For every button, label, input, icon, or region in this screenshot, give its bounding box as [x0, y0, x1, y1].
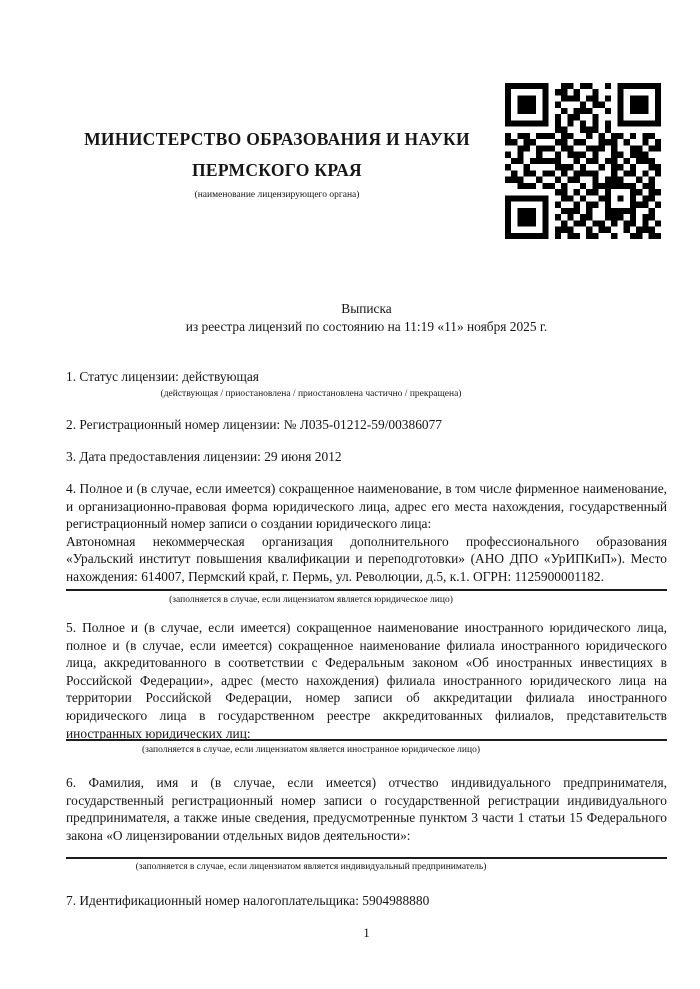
page-number: 1	[363, 925, 370, 940]
ministry-name-line1: МИНИСТЕРСТВО ОБРАЗОВАНИЯ И НАУКИ	[84, 129, 470, 149]
extract-subtitle: из реестра лицензий по состоянию на 11:19 «11» ноября 2025 г.	[185, 319, 548, 334]
legal-entity-intro: 4. Полное и (в случае, если имеется) сокращенное наименование, в том числе фирменное наименование, и организационно-правовая форма юридического лица, адрес его места нахождения, государственный регистрационный номер записи о создании юридического лица:	[66, 481, 667, 532]
qr-code-box	[505, 83, 661, 239]
foreign-entity-section: 5. Полное и (в случае, если имеется) сокращенное наименование иностранного юридического лица, полное и (в случае, если имеется) сокращенное наименование филиала иностранного юридического лица, аккредитованного в соответствии с Федеральным законом «Об иностранных инвестициях в Российской Федерации», адрес (место нахождения) филиала иностранного юридического лица на территории Российской Федерации, номер записи об аккредитации филиала иностранного юридического лица в государственном реестре аккредитованных филиалов, представительств иностранных юридических лиц:	[66, 620, 667, 741]
separator-rule-entrepreneur	[66, 857, 667, 859]
taxpayer-id-line: 7. Идентификационный номер налогоплательщика: 5904988880	[66, 893, 430, 908]
grant-date-line: 3. Дата предоставления лицензии: 29 июня 2012	[66, 449, 342, 464]
legal-entity-note: (заполняется в случае, если лицензиатом является юридическое лицо)	[169, 595, 453, 605]
foreign-entity-note: (заполняется в случае, если лицензиатом является иностранное юридическое лицо)	[142, 745, 480, 755]
ministry-note: (наименование лицензирующего органа)	[194, 190, 360, 200]
entrepreneur-section: 6. Фамилия, имя и (в случае, если имеется) отчество индивидуального предпринимателя, государственный регистрационный номер записи о государственной регистрации индивидуального предпринимателя, а также иные сведения, предусмотренные пунктом 3 части 1 статьи 15 Федерального закона «О лицензировании отдельных видов деятельности»:	[66, 775, 667, 843]
entrepreneur-note: (заполняется в случае, если лицензиатом является индивидуальный предприниматель)	[135, 862, 487, 872]
qr-code	[505, 83, 661, 239]
status-options-note: (действующая / приостановлена / приостановлена частично / прекращена)	[160, 389, 462, 399]
legal-entity-section	[66, 480, 667, 586]
legal-entity-details: Автономная некоммерческая организация дополнительного профессионального образования «Уральский институт повышения квалификации и переподготовки» (АНО ДПО «УрИПКиП»). Место нахождения: 614007, Пермский край, г. Пермь, ул. Революции, д.5, к.1. ОГРН: 1125900001182.	[66, 533, 667, 584]
separator-rule-foreign-entity	[66, 739, 667, 741]
ministry-name-line2: ПЕРМСКОГО КРАЯ	[192, 160, 362, 180]
extract-title-block	[66, 300, 667, 336]
licensing-authority-header	[66, 124, 488, 201]
extract-title: Выписка	[341, 301, 392, 316]
license-status-line: 1. Статус лицензии: действующая	[66, 369, 259, 384]
separator-rule-legal-entity	[66, 589, 667, 591]
registration-number-line: 2. Регистрационный номер лицензии: № Л035-01212-59/00386077	[66, 417, 442, 432]
